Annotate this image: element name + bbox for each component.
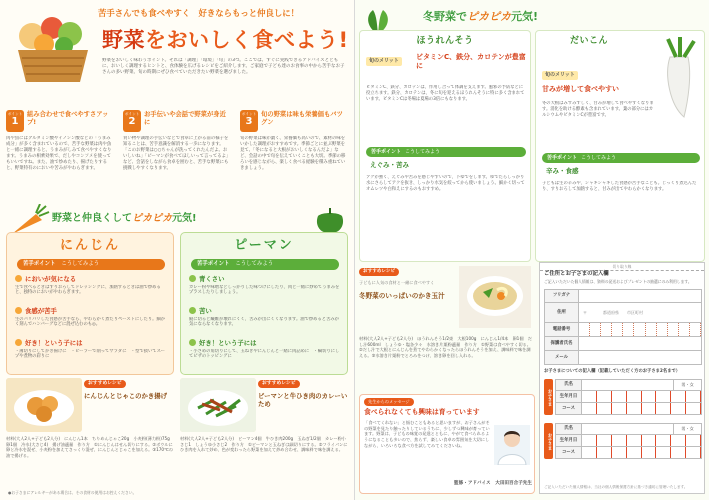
- carrot-name: にんじん: [59, 238, 120, 253]
- merit-value: 甘みが増して食べやすい: [542, 85, 619, 93]
- left-subtitle: 苦手さんでも食べやすく 好きならもっと仲良しに！: [98, 8, 299, 18]
- spinach-tip-bar: [366, 147, 526, 157]
- child-section-label: お子さまについての記入欄（記載していただく方のお子さま2名まで）: [544, 369, 681, 374]
- allergy-footnote: ●お子さまにアレルギーがある場合は、その食材の使用はお控えください。: [8, 490, 137, 495]
- field-value[interactable]: 〒 都道府県 市区町村: [583, 309, 643, 315]
- field-label: メール: [545, 351, 579, 364]
- merit-value: ビタミンC、鉄分、カロテンが豊富に: [416, 53, 526, 71]
- point-title: 組み合わせで食べやすさアップ!: [27, 111, 109, 127]
- teacher-avatar: [494, 425, 530, 465]
- point-title: 旬の野菜は味も栄養価もバツグン: [261, 111, 343, 127]
- issue-text: 生で食べるときはすりおろしてドレッシングに、加熱するときは油で炒めると、独特のにおいがやわらぎます。: [15, 284, 161, 296]
- pepper-name: ピーマン: [234, 238, 294, 253]
- pepper-tip-bar: [191, 259, 339, 270]
- carrot-tip-bar: [17, 259, 165, 270]
- birthday-digit-boxes[interactable]: [582, 435, 701, 446]
- privacy-footnote: ご記入いただいた個人情報は、当社の個人情報保護方針に基づき適切に管理いたします。: [544, 485, 688, 489]
- heart-icon: [15, 339, 22, 346]
- field-label: 氏名: [556, 424, 582, 434]
- point-badge: [240, 110, 258, 132]
- pepper-stirfry-photo: [180, 378, 256, 432]
- tip-sub-label: こうしてみよう: [235, 261, 274, 267]
- point-text: 買い物や調理の手伝いなどで食卓に上がる前の様子を知ることは、苦手意識を解消する一歩になります。「このお野菜は○○ちゃんが洗ってくれたんだよ。おいしいね」「ピーマンが食べてほしいって言ってるよ」など、会話をしながら食卓を囲むと、苦手な野菜にも挑戦しやすくなります。: [123, 136, 229, 171]
- left-header: [0, 0, 354, 108]
- pepper-issue-2: [189, 307, 341, 331]
- daikon-tip-text: 子どもは生の辛みや、シャキシャキした食感が苦手なことも。じっくり煮込んだり、すりおろして加熱すると、甘みが出てやわらかくなります。: [542, 181, 697, 192]
- vegetable-basket-illustration: [8, 14, 98, 86]
- kakiage-photo: [6, 378, 82, 432]
- spinach-tip-text: アクが強く、えぐみや苦みを感じやすいので、下ゆでをします。ゆでたらしっかり水にさらしてアクを抜き、しっかり水気を絞ってから使いましょう。細かく切ってオムレツや白和えにするのもおすすめ。: [366, 175, 525, 192]
- point-badge-label: ポイント: [241, 112, 257, 116]
- left-page: [0, 0, 354, 500]
- issue-text: 生のパリパリした食感が苦手なら、やわらかく煮たりペーストにしたり。細かく刻んでハンバーグなどに混ぜ込むのも◎。: [15, 316, 166, 328]
- carrot-panel: [6, 232, 174, 375]
- recipe-name: 冬野菜のいっぱいのかき玉汁: [359, 292, 445, 300]
- carrot-recipe: [6, 378, 176, 494]
- daikon-panel: [535, 30, 705, 262]
- course-digit-boxes[interactable]: [582, 447, 701, 458]
- field-label: 住所: [545, 303, 579, 322]
- heading-end: 元気!: [511, 10, 539, 23]
- tip-label: 苦手ポイント: [371, 149, 402, 155]
- issue-heading: 苦い: [199, 307, 212, 315]
- pepper-issue-1: [189, 275, 341, 299]
- heart-icon: [189, 339, 196, 346]
- vegetable-section-heading: [52, 212, 197, 226]
- daikon-tip-key: 辛み・食感: [546, 167, 579, 175]
- tip-label: 苦手ポイント: [547, 155, 578, 161]
- message-text: 「食べてくれない」と悩むこともあると思いますが、お子さんがその野菜を見たり触ったりしているうちに、少しずつ興味が育っています。野菜は、子どもの味覚の発達とともに、やがて食べられるようになることも多いので、焦らず、楽しい食卓の雰囲気を大切にしながら、いろいろな食べ方を試してみてくださいね。: [364, 420, 490, 448]
- issue-heading: 食感が苦手: [25, 307, 57, 315]
- point-title: お手伝いや会話で野菜が身近に: [144, 111, 226, 127]
- child-2-name-row[interactable]: [555, 423, 702, 435]
- issue-text: 縦に切ると繊維が壊れにくく、苦みが出にくくなります。油で炒めると苦みが気にならなくなります。: [189, 316, 339, 328]
- recipe-name: にんじんとじゃこのかき揚げ: [84, 392, 168, 400]
- recipe-badge: おすすめレシピ: [84, 380, 126, 388]
- point-number: 1: [11, 115, 19, 127]
- daikon-text: 冬の大根はみずみずしく、甘みが増して食べやすくなります。消化を助ける酵素も含まれています。葉の部分にはカルシウムやビタミンCが豊富です。: [542, 101, 654, 118]
- field-value[interactable]: [579, 290, 701, 302]
- tip-sub-label: こうしてみよう: [405, 149, 441, 155]
- field-value[interactable]: [579, 337, 701, 350]
- teacher-message: [359, 394, 535, 494]
- cut-line: 切り取り線: [540, 263, 704, 271]
- issue-text: ・小さめの角切りにして、玉ねぎやにんじんと一緒に肉詰めに ・輪切りにしてピザのトッピングに: [189, 348, 340, 360]
- recipe-text: 材料(大人2人+子ども2人分) ピーマン4個 牛ひき肉200g 玉ねぎ1/2個 カレー粉小さじ1 しょうゆ小さじ2 作り方 ①ピーマンと玉ねぎは細切りにする。②フライパンにひき肉を入れて炒め、色が変わったら野菜を加えて炒め合わせ、調味料で味を調える。: [180, 436, 348, 453]
- bullet-icon: [15, 275, 22, 282]
- heading-text: 冬野菜で: [423, 10, 467, 23]
- recipe-name: ピーマンと牛ひき肉のカレーいため: [258, 392, 348, 409]
- winter-recipe-header: [359, 264, 534, 334]
- daikon-name: だいこん: [570, 36, 609, 46]
- winter-vegetable-heading: [423, 10, 538, 25]
- pepper-panel: [180, 232, 348, 375]
- recipe-text: 材料(大人2人+子ども2人分) にんじん1本 ちりめんじゃこ20g 小麦粉(薄力粉)75g 卵1個 冷水(大さじ4) 揚げ油適量 作り方 ①にんじんはせん切りにする。②ボウルに卵と冷水を混ぜ、小麦粉を加えてさっくり混ぜ、にんじんとじゃこを加える。③170℃の油で揚げる。: [6, 436, 174, 459]
- child-2-birthday-row[interactable]: [555, 435, 702, 447]
- spinach-name: ほうれんそう: [416, 36, 474, 46]
- issue-heading: 好き！という子には: [25, 339, 83, 347]
- spinach-panel: [359, 30, 531, 262]
- left-title-rest: をおいしく食べよう!: [145, 28, 349, 52]
- right-page: [355, 0, 709, 500]
- bullet-icon: [189, 307, 196, 314]
- carrot-like-tips: [15, 339, 167, 363]
- issue-heading: 好き！という子には: [199, 339, 257, 347]
- form-note: ご記入いただいた個人情報は、資料の発送およびプレゼントの抽選にのみ利用します。: [544, 279, 692, 284]
- left-intro-text: 野菜をおいしく味わうポイント。それは「調理」「環境」「旬」の3つ。ここでは、すぐに実践できるアドバイスとともに、おいしく調理するヒントと、食体験を広げるレシピをご紹介します。ご家庭で子ども達のお食事の中から苦手なお子さんの多い野菜、旬の時期にぜひ食べていただきたい野菜を選びました。: [102, 58, 345, 76]
- point-badge: [6, 110, 24, 132]
- point-text: 旬の野菜は味が濃く、栄養価も高いので、素材の味をいかした調理がおすすめです。季節ごとに並ぶ野菜を見て、「冬になると大根がおいしくなるんだよ」など、会話の中で旬を伝えていくことも大切。季節の移ろいを感じながら、楽しく食べる経験を積み重ねていきましょう。: [240, 136, 346, 171]
- point-number: 2: [128, 115, 136, 127]
- tip-label: 苦手ポイント: [197, 261, 230, 267]
- field-value[interactable]: [582, 380, 673, 390]
- issue-heading: 青くさい: [199, 275, 225, 283]
- application-form: [539, 262, 705, 494]
- field-label: 生年月日: [556, 435, 582, 446]
- form-title: ご住所とお子さまの記入欄: [544, 271, 609, 277]
- carrot-issue-2: [15, 307, 167, 331]
- child-2-course-row[interactable]: [555, 447, 702, 459]
- section-heading-text: 野菜と仲良くして: [52, 213, 132, 224]
- child-1-birthday-row[interactable]: [555, 391, 702, 403]
- furigana-field[interactable]: [544, 289, 702, 303]
- message-tag: 先生からのメッセージ: [364, 398, 414, 406]
- message-signature: 監修・アドバイス 大田田百合子先生: [454, 481, 532, 486]
- field-label: コース: [556, 447, 582, 458]
- bullet-icon: [15, 307, 22, 314]
- soup-bowl-photo: [459, 266, 531, 328]
- child-2-tag: お子さま: [544, 423, 553, 459]
- spinach-tip-key: えぐみ・苦み: [370, 161, 409, 169]
- left-title: [102, 26, 349, 54]
- field-label: 氏名: [556, 380, 582, 390]
- sex-selector[interactable]: 男・女: [673, 424, 701, 434]
- recipe-subtitle: 子どもに人気の食材と一緒に食べやすく: [359, 280, 435, 285]
- point-number: 3: [245, 115, 253, 127]
- field-value[interactable]: [579, 351, 701, 364]
- course-digit-boxes[interactable]: [582, 403, 701, 414]
- pepper-recipe: [180, 378, 350, 494]
- issue-text: ・薄切りにしてかき揚げに ・ピーラーで削ってサラダに ・型で抜いてスープや煮物の彩りに: [15, 348, 165, 360]
- issue-heading: においが気になる: [25, 275, 77, 283]
- tip-label: 苦手ポイント: [23, 261, 56, 267]
- daikon-icon: [654, 35, 702, 119]
- winter-recipe-text: 材料(大人2人+子ども2人分) ほうれんそう1/2束 大根100g にんじん1/4本 卵1個 だし汁600ml しょうゆ・塩各少々 水溶き片栗粉適量 作り方 ①野菜は食べやすく切る。②だし汁で大根とにんじんを煮てやわらかくなったらほうれんそうを加え、調味料で味を調える。③水溶き片栗粉でとろみをつけ、溶き卵を回し入れる。: [359, 336, 532, 359]
- section-heading-pika: ピカピカ: [132, 213, 172, 224]
- tip-sub-label: こうしてみよう: [61, 261, 100, 267]
- phone-digit-boxes[interactable]: [579, 323, 701, 336]
- carrot-issue-1: [15, 275, 167, 299]
- point-text: 肉や魚にはグルタミン酸やイノシン酸などの「うまみ成分」が多く含まれているので、苦手な野菜は肉や魚と一緒に調理すると、うまみがしみて食べやすくなります。うまみの相乗効果で、だしやコンソメを使ってもいいですね。また、油で炒めたり、揚げたりすると、野菜特有のにおいや苦みがやわらぎます。: [6, 136, 112, 171]
- heading-pika: ピカピカ: [467, 10, 511, 23]
- merit-label: 旬のメリット: [366, 57, 402, 66]
- message-heading: 食べられなくても興味は育っています: [364, 408, 480, 416]
- tip-sub-label: こうしてみよう: [581, 155, 617, 161]
- left-title-main: 野菜: [102, 28, 145, 52]
- section-heading-end: 元気!: [172, 213, 197, 224]
- email-field[interactable]: [544, 351, 702, 365]
- recipe-badge: おすすめレシピ: [258, 380, 300, 388]
- field-label: フリガナ: [545, 290, 579, 302]
- address-field[interactable]: [544, 303, 702, 323]
- child-1-course-row[interactable]: [555, 403, 702, 415]
- point-badge-label: ポイント: [7, 112, 23, 116]
- field-label: 保護者氏名: [545, 337, 579, 350]
- pepper-like-tips: [189, 339, 341, 363]
- issue-text: カレー粉や味噌などしっかりした味つけにしたり、肉と一緒に炒めてうまみをプラスしたりしましょう。: [189, 284, 340, 296]
- field-label: コース: [556, 403, 582, 414]
- field-label: 生年月日: [556, 391, 582, 402]
- sex-selector[interactable]: 男・女: [673, 380, 701, 390]
- field-value[interactable]: [582, 424, 673, 434]
- child-1-tag: お子さま: [544, 379, 553, 415]
- recipe-badge: おすすめレシピ: [359, 268, 399, 276]
- field-label: 電話番号: [545, 323, 579, 336]
- birthday-digit-boxes[interactable]: [582, 391, 701, 402]
- phone-field[interactable]: [544, 323, 702, 337]
- child-1-name-row[interactable]: [555, 379, 702, 391]
- guardian-name-field[interactable]: [544, 337, 702, 351]
- daikon-tip-bar: [542, 153, 700, 163]
- point-badge: [123, 110, 141, 132]
- merit-label: 旬のメリット: [542, 71, 578, 80]
- point-badge-label: ポイント: [124, 112, 140, 116]
- bullet-icon: [189, 275, 196, 282]
- spinach-text: ビタミンC、鉄分、カロテンは、作用し合って体調を支えます。風邪の予防などに役立ちます。鉄分、カロテンは、冬に旬を迎えるほうれんそうに特に多く含まれています。ビタミンCは冬場は夏場の3倍にもなります。: [366, 85, 525, 102]
